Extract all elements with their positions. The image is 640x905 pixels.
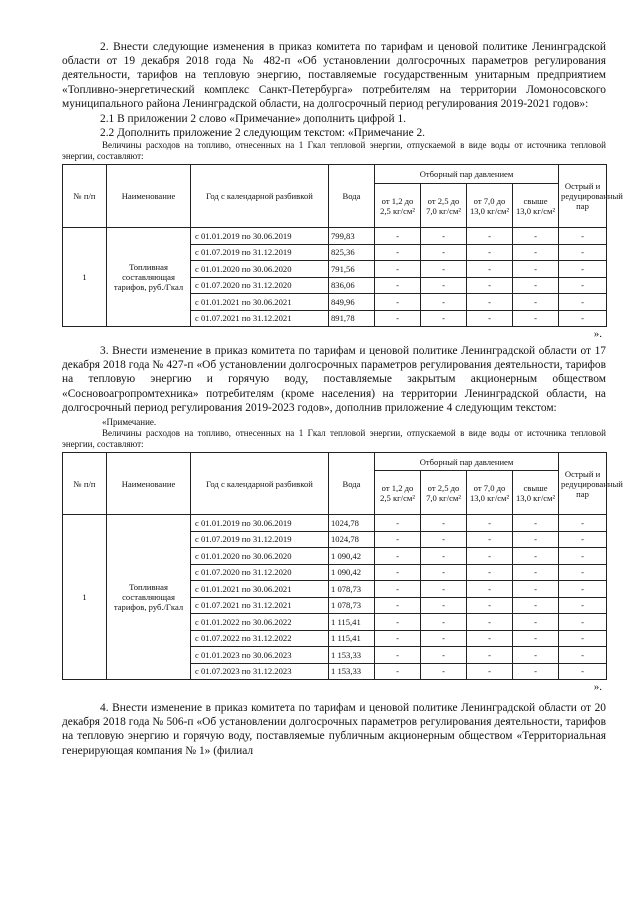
row-name: Топливная составляющая тарифов, руб./Гкал xyxy=(107,228,191,327)
dash-cell: - xyxy=(375,564,421,581)
period-cell: с 01.01.2020 по 30.06.2020 xyxy=(191,261,329,278)
header-water: Вода xyxy=(329,165,375,228)
dash-cell: - xyxy=(513,614,559,631)
dash-cell: - xyxy=(467,647,513,664)
period-cell: с 01.07.2020 по 31.12.2020 xyxy=(191,277,329,294)
period-cell: с 01.07.2019 по 31.12.2019 xyxy=(191,244,329,261)
period-cell: с 01.01.2020 по 30.06.2020 xyxy=(191,548,329,565)
period-cell: с 01.01.2019 по 30.06.2019 xyxy=(191,515,329,532)
header-steam: Отборный пар давлением xyxy=(375,453,559,471)
dash-cell: - xyxy=(421,277,467,294)
dash-cell: - xyxy=(467,228,513,245)
dash-cell: - xyxy=(421,614,467,631)
dash-cell: - xyxy=(467,261,513,278)
note-2-heading: «Примечание. xyxy=(102,417,157,428)
dash-cell: - xyxy=(467,597,513,614)
header-name: Наименование xyxy=(107,165,191,228)
dash-cell: - xyxy=(421,597,467,614)
dash-cell: - xyxy=(559,515,607,532)
water-value-cell: 1 090,42 xyxy=(329,548,375,565)
dash-cell: - xyxy=(375,663,421,680)
water-value-cell: 849,96 xyxy=(329,294,375,311)
dash-cell: - xyxy=(421,261,467,278)
header-name: Наименование xyxy=(107,453,191,515)
dash-cell: - xyxy=(559,548,607,565)
dash-cell: - xyxy=(467,548,513,565)
dash-cell: - xyxy=(467,277,513,294)
dash-cell: - xyxy=(513,597,559,614)
water-value-cell: 825,36 xyxy=(329,244,375,261)
header-c3: от 7,0 до 13,0 кг/см² xyxy=(467,471,513,515)
dash-cell: - xyxy=(467,531,513,548)
dash-cell: - xyxy=(559,647,607,664)
header-c1: от 1,2 до 2,5 кг/см² xyxy=(375,184,421,228)
dash-cell: - xyxy=(513,294,559,311)
dash-cell: - xyxy=(559,228,607,245)
item-2-2: 2.2 Дополнить приложение 2 следующим текстом: «Примечание 2. xyxy=(100,127,426,140)
dash-cell: - xyxy=(375,261,421,278)
dash-cell: - xyxy=(513,663,559,680)
dash-cell: - xyxy=(421,581,467,598)
dash-cell: - xyxy=(513,630,559,647)
water-value-cell: 1 115,41 xyxy=(329,614,375,631)
period-cell: с 01.01.2023 по 30.06.2023 xyxy=(191,647,329,664)
water-value-cell: 1 078,73 xyxy=(329,597,375,614)
header-num: № п/п xyxy=(63,165,107,228)
water-value-cell: 891,78 xyxy=(329,310,375,327)
dash-cell: - xyxy=(375,581,421,598)
dash-cell: - xyxy=(375,244,421,261)
dash-cell: - xyxy=(513,277,559,294)
dash-cell: - xyxy=(559,277,607,294)
period-cell: с 01.07.2022 по 31.12.2022 xyxy=(191,630,329,647)
water-value-cell: 1024,78 xyxy=(329,515,375,532)
tariff-table-1 xyxy=(62,164,623,327)
water-value-cell: 1 153,33 xyxy=(329,647,375,664)
dash-cell: - xyxy=(375,531,421,548)
dash-cell: - xyxy=(513,548,559,565)
dash-cell: - xyxy=(467,564,513,581)
dash-cell: - xyxy=(467,581,513,598)
dash-cell: - xyxy=(375,630,421,647)
dash-cell: - xyxy=(467,663,513,680)
header-c2: от 2,5 до 7,0 кг/см² xyxy=(421,184,467,228)
dash-cell: - xyxy=(467,294,513,311)
row-number: 1 xyxy=(63,515,107,680)
period-cell: с 01.07.2021 по 31.12.2021 xyxy=(191,310,329,327)
header-c4: свыше 13,0 кг/см² xyxy=(513,184,559,228)
dash-cell: - xyxy=(559,614,607,631)
dash-cell: - xyxy=(559,597,607,614)
period-cell: с 01.07.2020 по 31.12.2020 xyxy=(191,564,329,581)
dash-cell: - xyxy=(421,630,467,647)
dash-cell: - xyxy=(421,548,467,565)
dash-cell: - xyxy=(421,564,467,581)
dash-cell: - xyxy=(559,531,607,548)
dash-cell: - xyxy=(375,515,421,532)
table-row xyxy=(63,228,607,245)
note-2: Величины расходов на топливо, отнесенных на 1 Гкал тепловой энергии, отпускаемой в виде воды от источника тепловой энергии, составляют: xyxy=(62,428,606,450)
header-steam: Отборный пар давлением xyxy=(375,165,559,184)
header-water: Вода xyxy=(329,453,375,515)
dash-cell: - xyxy=(559,564,607,581)
water-value-cell: 1 115,41 xyxy=(329,630,375,647)
water-value-cell: 1024,78 xyxy=(329,531,375,548)
paragraph-4: 4. Внести изменение в приказ комитета по тарифам и ценовой политике Ленинградской области от 20 декабря 2018 года № 506-п «Об установлении долгосрочных параметров регулирования деятельности, тарифов на тепловую энергию и горячую воду, поставляемые публичным акционерным обществом «Территориальная генерирующая компания № 1» (филиал xyxy=(62,702,606,757)
dash-cell: - xyxy=(421,647,467,664)
dash-cell: - xyxy=(559,581,607,598)
dash-cell: - xyxy=(513,310,559,327)
dash-cell: - xyxy=(375,277,421,294)
dash-cell: - xyxy=(559,310,607,327)
dash-cell: - xyxy=(375,548,421,565)
closing-quote-1: ». xyxy=(593,328,602,341)
dash-cell: - xyxy=(421,310,467,327)
dash-cell: - xyxy=(559,244,607,261)
header-num: № п/п xyxy=(63,453,107,515)
header-year: Год с календарной разбивкой xyxy=(191,453,329,515)
water-value-cell: 1 090,42 xyxy=(329,564,375,581)
header-c4: свыше 13,0 кг/см² xyxy=(513,471,559,515)
dash-cell: - xyxy=(559,261,607,278)
dash-cell: - xyxy=(467,244,513,261)
header-acute: Острый и редуцированный пар xyxy=(559,453,607,515)
dash-cell: - xyxy=(513,515,559,532)
row-name: Топливная составляющая тарифов, руб./Гкал xyxy=(107,515,191,680)
water-value-cell: 1 078,73 xyxy=(329,581,375,598)
dash-cell: - xyxy=(513,244,559,261)
header-c1: от 1,2 до 2,5 кг/см² xyxy=(375,471,421,515)
period-cell: с 01.01.2021 по 30.06.2021 xyxy=(191,294,329,311)
row-number: 1 xyxy=(63,228,107,327)
dash-cell: - xyxy=(559,294,607,311)
dash-cell: - xyxy=(513,228,559,245)
dash-cell: - xyxy=(375,310,421,327)
item-2-1: 2.1 В приложении 2 слово «Примечание» дополнить цифрой 1. xyxy=(100,113,406,126)
table-row xyxy=(63,515,607,532)
dash-cell: - xyxy=(375,228,421,245)
document-page xyxy=(62,40,623,758)
dash-cell: - xyxy=(467,515,513,532)
period-cell: с 01.01.2022 по 30.06.2022 xyxy=(191,614,329,631)
dash-cell: - xyxy=(421,228,467,245)
dash-cell: - xyxy=(375,294,421,311)
water-value-cell: 836,06 xyxy=(329,277,375,294)
dash-cell: - xyxy=(421,531,467,548)
dash-cell: - xyxy=(421,663,467,680)
dash-cell: - xyxy=(513,647,559,664)
dash-cell: - xyxy=(467,310,513,327)
dash-cell: - xyxy=(421,244,467,261)
closing-quote-2: ». xyxy=(593,681,602,694)
water-value-cell: 1 153,33 xyxy=(329,663,375,680)
water-value-cell: 799,83 xyxy=(329,228,375,245)
dash-cell: - xyxy=(375,597,421,614)
dash-cell: - xyxy=(421,294,467,311)
note-1: Величины расходов на топливо, отнесенных на 1 Гкал тепловой энергии, отпускаемой в виде воды от источника тепловой энергии, составляют: xyxy=(62,140,606,162)
period-cell: с 01.07.2021 по 31.12.2021 xyxy=(191,597,329,614)
dash-cell: - xyxy=(513,581,559,598)
dash-cell: - xyxy=(513,531,559,548)
period-cell: с 01.01.2021 по 30.06.2021 xyxy=(191,581,329,598)
header-acute: Острый и редуцированный пар xyxy=(559,165,607,228)
header-c3: от 7,0 до 13,0 кг/см² xyxy=(467,184,513,228)
water-value-cell: 791,56 xyxy=(329,261,375,278)
dash-cell: - xyxy=(467,630,513,647)
paragraph-2: 2. Внести следующие изменения в приказ комитета по тарифам и ценовой политике Ленинградской области от 19 декабря 2018 года № 482-п «Об установлении долгосрочных параметров регулирования деятельности, тарифов на тепловую энергию, поставляемые государственным унитарным предприятием «Топливно-энергетический комплекс Санкт-Петербурга» потребителям на территории Ломоносовского муниципального района Ленинградской области, на долгосрочный период регулирования 2019-2021 годов»: xyxy=(62,41,606,110)
header-c2: от 2,5 до 7,0 кг/см² xyxy=(421,471,467,515)
dash-cell: - xyxy=(513,261,559,278)
dash-cell: - xyxy=(421,515,467,532)
tariff-table-2 xyxy=(62,452,623,680)
dash-cell: - xyxy=(513,564,559,581)
dash-cell: - xyxy=(467,614,513,631)
period-cell: с 01.07.2019 по 31.12.2019 xyxy=(191,531,329,548)
header-year: Год с календарной разбивкой xyxy=(191,165,329,228)
dash-cell: - xyxy=(375,647,421,664)
dash-cell: - xyxy=(375,614,421,631)
paragraph-3: 3. Внести изменение в приказ комитета по тарифам и ценовой политике Ленинградской области от 17 декабря 2018 года № 427-п «Об установлении долгосрочных параметров регулирования деятельности, тарифов на тепловую энергию и горячую воду, поставляемые закрытым акционерным обществом «Сосновоагропромтехника» потребителям (кроме населения) на территории Ленинградской области, на долгосрочный период регулирования 2019-2023 годов», дополнив приложение 4 следующим текстом: xyxy=(62,345,606,414)
dash-cell: - xyxy=(559,663,607,680)
dash-cell: - xyxy=(559,630,607,647)
period-cell: с 01.01.2019 по 30.06.2019 xyxy=(191,228,329,245)
period-cell: с 01.07.2023 по 31.12.2023 xyxy=(191,663,329,680)
